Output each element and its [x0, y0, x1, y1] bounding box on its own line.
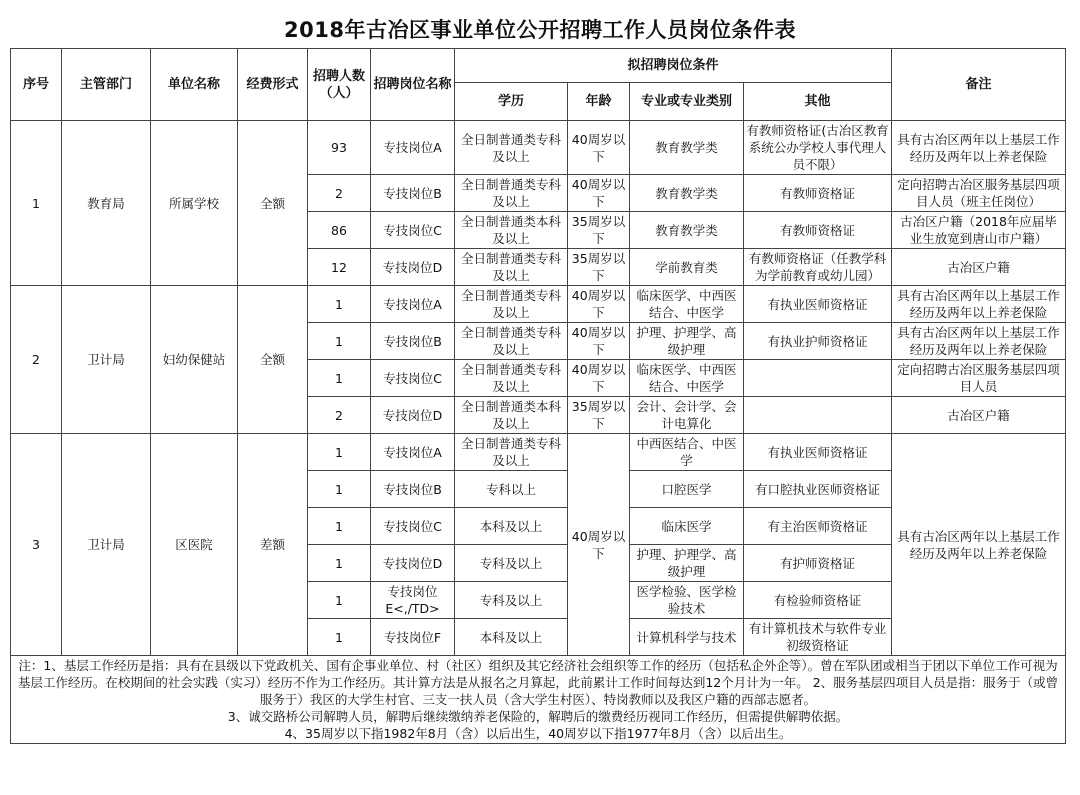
seq-cell: 2 [11, 286, 62, 434]
major-cell: 口腔医学 [630, 471, 744, 508]
other-cell: 有护师资格证 [744, 545, 892, 582]
count-cell: 1 [308, 323, 371, 360]
post-cell: 专技岗位A [371, 286, 455, 323]
remark-cell: 具有古冶区两年以上基层工作经历及两年以上养老保险 [892, 434, 1066, 656]
other-cell: 有计算机技术与软件专业初级资格证 [744, 619, 892, 656]
other-cell: 有主治医师资格证 [744, 508, 892, 545]
seq-cell: 3 [11, 434, 62, 656]
age-cell: 35周岁以下 [568, 397, 630, 434]
remark-cell: 古冶区户籍 [892, 249, 1066, 286]
edu-cell: 全日制普通类本科及以上 [455, 397, 568, 434]
unit-cell: 妇幼保健站 [151, 286, 238, 434]
seq-cell: 1 [11, 121, 62, 286]
notes-row [11, 656, 1066, 744]
post-cell: 专技岗位C [371, 508, 455, 545]
post-cell: 专技岗位A [371, 121, 455, 175]
other-cell [744, 360, 892, 397]
post-cell: 专技岗位B [371, 323, 455, 360]
edu-cell: 专科以上 [455, 471, 568, 508]
table-row [11, 434, 1066, 471]
fund-cell: 全额 [238, 121, 308, 286]
post-cell: 专技岗位F [371, 619, 455, 656]
age-cell: 35周岁以下 [568, 249, 630, 286]
notes-cell [11, 656, 1066, 744]
post-cell: 专技岗位D [371, 249, 455, 286]
post-cell: 专技岗位A [371, 434, 455, 471]
note-3: 3、诚交路桥公司解聘人员，解聘后继续缴纳养老保险的，解聘后的缴费经历视同工作经历，但需提供解聘依据。 [227, 709, 849, 724]
major-cell: 临床医学、中西医结合、中医学 [630, 360, 744, 397]
edu-cell: 全日制普通类专科及以上 [455, 121, 568, 175]
header-conditions: 拟招聘岗位条件 [455, 49, 892, 83]
count-cell: 1 [308, 582, 371, 619]
table-row [11, 121, 1066, 175]
major-cell: 会计、会计学、会计电算化 [630, 397, 744, 434]
edu-cell: 全日制普通类专科及以上 [455, 286, 568, 323]
major-cell: 教育教学类 [630, 121, 744, 175]
major-cell: 教育教学类 [630, 212, 744, 249]
post-cell: 专技岗位C [371, 212, 455, 249]
recruitment-table [10, 48, 1066, 744]
major-cell: 教育教学类 [630, 175, 744, 212]
post-cell: 专技岗位C [371, 360, 455, 397]
major-cell: 临床医学、中西医结合、中医学 [630, 286, 744, 323]
age-cell: 40周岁以下 [568, 121, 630, 175]
edu-cell: 专科及以上 [455, 545, 568, 582]
remark-cell: 具有古冶区两年以上基层工作经历及两年以上养老保险 [892, 121, 1066, 175]
count-cell: 1 [308, 619, 371, 656]
edu-cell: 专科及以上 [455, 582, 568, 619]
count-cell: 1 [308, 360, 371, 397]
post-cell: 专技岗位E<,/TD> [371, 582, 455, 619]
remark-cell: 具有古冶区两年以上基层工作经历及两年以上养老保险 [892, 323, 1066, 360]
edu-cell: 全日制普通类本科及以上 [455, 212, 568, 249]
count-cell: 93 [308, 121, 371, 175]
header-seq: 序号 [11, 49, 62, 121]
other-cell: 有教师资格证(古冶区教育系统公办学校人事代理人员不限） [744, 121, 892, 175]
post-cell: 专技岗位B [371, 471, 455, 508]
other-cell: 有教师资格证 [744, 175, 892, 212]
note-1: 注：1、基层工作经历是指：具有在县级以下党政机关、国有企事业单位、村（社区）组织及其它经济社会组织等工作的经历（包括私企外企等）。曾在军队团或相当于团以下单位工作可视为基层工作经历。在校期间的社会实践（实习）经历不作为工作经历。其计算方法是从报名之月算起，此前累计工作时间每达到12个月计为一年。 2、服务基层四项目人员是指：服务于（或曾服务于）我区的大学生村官、三支一扶人员（含大学生村医）、特岗教师以及我区户籍的西部志愿者。 [17, 658, 1059, 707]
major-cell: 中西医结合、中医学 [630, 434, 744, 471]
remark-cell: 定向招聘古冶区服务基层四项目人员 [892, 360, 1066, 397]
age-cell: 40周岁以下 [568, 434, 630, 656]
other-cell: 有执业医师资格证 [744, 434, 892, 471]
fund-cell: 全额 [238, 286, 308, 434]
dept-cell: 教育局 [62, 121, 151, 286]
major-cell: 护理、护理学、高级护理 [630, 545, 744, 582]
remark-cell: 定向招聘古冶区服务基层四项目人员（班主任岗位） [892, 175, 1066, 212]
header-post: 招聘岗位名称 [371, 49, 455, 121]
header-count: 招聘人数（人） [308, 49, 371, 121]
header-edu: 学历 [455, 83, 568, 121]
other-cell: 有口腔执业医师资格证 [744, 471, 892, 508]
header-dept: 主管部门 [62, 49, 151, 121]
unit-cell: 所属学校 [151, 121, 238, 286]
count-cell: 1 [308, 434, 371, 471]
edu-cell: 全日制普通类专科及以上 [455, 323, 568, 360]
other-cell [744, 397, 892, 434]
other-cell: 有检验师资格证 [744, 582, 892, 619]
major-cell: 临床医学 [630, 508, 744, 545]
note-4: 4、35周岁以下指1982年8月（含）以后出生，40周岁以下指1977年8月（含）以后出生。 [284, 726, 792, 741]
header-age: 年龄 [568, 83, 630, 121]
edu-cell: 全日制普通类专科及以上 [455, 360, 568, 397]
age-cell: 40周岁以下 [568, 323, 630, 360]
major-cell: 护理、护理学、高级护理 [630, 323, 744, 360]
post-cell: 专技岗位B [371, 175, 455, 212]
age-cell: 40周岁以下 [568, 286, 630, 323]
age-cell: 40周岁以下 [568, 360, 630, 397]
other-cell: 有执业医师资格证 [744, 286, 892, 323]
count-cell: 1 [308, 508, 371, 545]
edu-cell: 全日制普通类专科及以上 [455, 434, 568, 471]
dept-cell: 卫计局 [62, 286, 151, 434]
header-remark: 备注 [892, 49, 1066, 121]
count-cell: 1 [308, 545, 371, 582]
major-cell: 计算机科学与技术 [630, 619, 744, 656]
other-cell: 有教师资格证 [744, 212, 892, 249]
page-title: 2018年古冶区事业单位公开招聘工作人员岗位条件表 [284, 18, 796, 42]
dept-cell: 卫计局 [62, 434, 151, 656]
header-other: 其他 [744, 83, 892, 121]
header-fund: 经费形式 [238, 49, 308, 121]
other-cell: 有教师资格证（任教学科为学前教育或幼儿园） [744, 249, 892, 286]
edu-cell: 全日制普通类专科及以上 [455, 175, 568, 212]
major-cell: 学前教育类 [630, 249, 744, 286]
age-cell: 40周岁以下 [568, 175, 630, 212]
count-cell: 2 [308, 397, 371, 434]
age-cell: 35周岁以下 [568, 212, 630, 249]
fund-cell: 差额 [238, 434, 308, 656]
count-cell: 86 [308, 212, 371, 249]
header-major: 专业或专业类别 [630, 83, 744, 121]
count-cell: 1 [308, 286, 371, 323]
remark-cell: 古冶区户籍（2018年应届毕业生放宽到唐山市户籍） [892, 212, 1066, 249]
post-cell: 专技岗位D [371, 397, 455, 434]
edu-cell: 本科及以上 [455, 508, 568, 545]
other-cell: 有执业护师资格证 [744, 323, 892, 360]
table-row [11, 286, 1066, 323]
header-unit: 单位名称 [151, 49, 238, 121]
count-cell: 1 [308, 471, 371, 508]
edu-cell: 本科及以上 [455, 619, 568, 656]
count-cell: 12 [308, 249, 371, 286]
unit-cell: 区医院 [151, 434, 238, 656]
remark-cell: 古冶区户籍 [892, 397, 1066, 434]
count-cell: 2 [308, 175, 371, 212]
post-cell: 专技岗位D [371, 545, 455, 582]
major-cell: 医学检验、医学检验技术 [630, 582, 744, 619]
remark-cell: 具有古冶区两年以上基层工作经历及两年以上养老保险 [892, 286, 1066, 323]
edu-cell: 全日制普通类专科及以上 [455, 249, 568, 286]
